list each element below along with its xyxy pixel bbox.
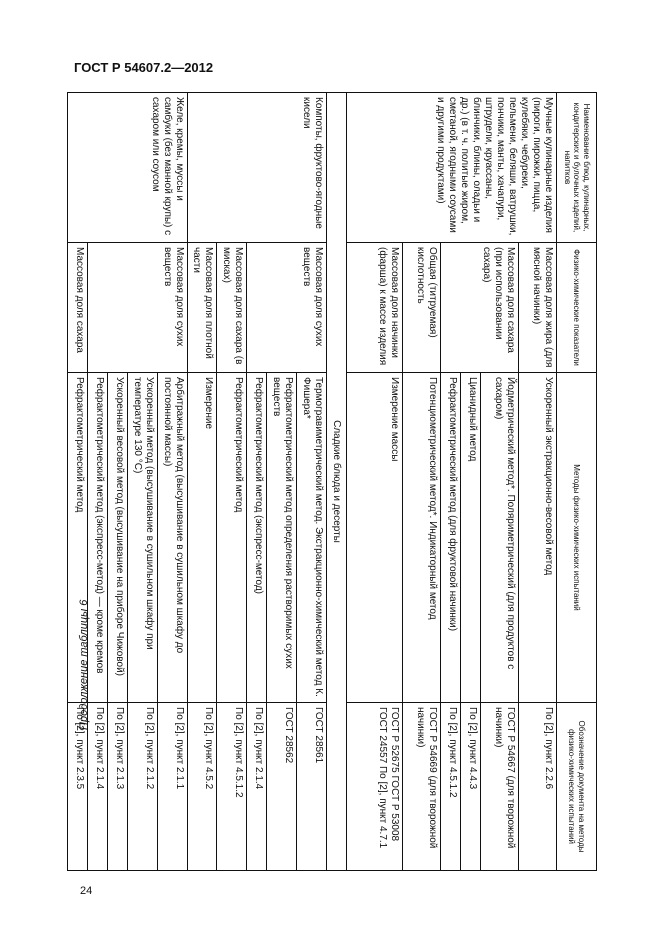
document-cell: ГОСТ 28561 <box>297 703 327 871</box>
product-cell: Мучные кулинарные изделия (пироги, пирожки, пицца, кулебяки, чебуреки, пельмени, беляши, ватрушки, пончики, манты, хачапури, штрудели, круассаны, блинчики, блины, оладьи и др.) (в т. ч. политые жиром, сметаной, ягодными соусами и другими продуктами) <box>347 93 557 243</box>
column-header-indicator: Физико-химические показатели <box>557 243 597 373</box>
document-cell: ГОСТ Р 54669 (для творожной начинки) <box>403 703 441 871</box>
document-cell: По [2], пункт 2.2.6 <box>519 703 557 871</box>
table-row <box>158 93 188 871</box>
indicator-cell: Массовая доля сухих веществ <box>247 243 327 373</box>
section-row <box>327 93 347 871</box>
method-cell: Рефрактометрический метод определения растворимых сухих веществ <box>267 373 297 703</box>
indicator-cell: Массовая доля сахара (в мисках) <box>217 243 247 373</box>
document-cell: По [2], пункт 2.1.4 <box>247 703 267 871</box>
document-cell: По [2], пункт 4.5.1.2 <box>441 703 461 871</box>
document-cell: По [2], пункт 2.1.1 <box>158 703 188 871</box>
method-cell: Рефрактометрический метод (экспресс-метод) <box>247 373 267 703</box>
method-cell: Термогравиметрический метод. Экстракционно-химический метод К. Фишера* <box>297 373 327 703</box>
product-cell: Компоты, фруктово-ягодные кисели <box>188 93 327 243</box>
document-cell: ГОСТ Р 52675 ГОСТ Р 53008 ГОСТ 24557 По [2], пункт 4.7.1 <box>347 703 403 871</box>
document-cell: ГОСТ Р 54667 (для творожной начинки) <box>481 703 519 871</box>
method-cell: Рефрактометрический метод (экспресс-метод) — кроме кремов <box>88 373 108 703</box>
indicator-cell: Массовая доля плотной части <box>188 243 217 373</box>
method-cell: Измерение <box>188 373 217 703</box>
table-header-row <box>557 93 597 871</box>
product-cell: Желе, кремы, муссы и самбуки (без манной крупы) с сахаром или соусом <box>68 93 188 243</box>
table-caption: Продолжение таблицы 6 <box>78 599 90 730</box>
column-header-product: Наименование блюд, кулинарных, кондитерских и булочных изделий, напитков <box>557 93 597 243</box>
indicator-cell: Массовая доля сахара <box>68 243 88 373</box>
method-cell: Потенциометрический метод*. Индикаторный метод <box>403 373 441 703</box>
method-cell: Измерение массы <box>347 373 403 703</box>
indicator-cell: Массовая доля сахара (при использовании сахара) <box>441 243 519 373</box>
indicator-cell: Массовая доля сухих веществ <box>88 243 188 373</box>
method-cell: Рефрактометрический метод <box>217 373 247 703</box>
document-cell: По [2], пункт 4.4.3 <box>461 703 481 871</box>
method-cell: Ускоренный весовой метод (высушивание на приборе Чижовой) <box>108 373 128 703</box>
document-header: ГОСТ Р 54607.2—2012 <box>74 60 214 75</box>
table-row <box>519 93 557 871</box>
document-cell: ГОСТ 28562 <box>267 703 297 871</box>
method-cell: Ускоренный экстракционно-весовой метод <box>519 373 557 703</box>
document-cell: По [2], пункт 2.1.4 <box>88 703 108 871</box>
document-cell: По [2], пункт 2.3.5 <box>68 703 88 871</box>
method-cell: Ускоренный метод (высушивание в сушильном шкафу при температуре 130 °С) <box>128 373 158 703</box>
document-cell: По [2], пункт 4.5.2 <box>188 703 217 871</box>
method-cell: Цианидный метод <box>461 373 481 703</box>
methods-table <box>67 92 597 871</box>
column-header-document: Обозначение документа на методы физико-химических испытаний <box>557 703 597 871</box>
document-cell: По [2], пункт 2.1.2 <box>128 703 158 871</box>
indicator-cell: Общая (титруемая) кислотность <box>403 243 441 373</box>
method-cell: Рефрактометрический метод (для фруктовой начинки) <box>441 373 461 703</box>
indicator-cell: Массовая доля начинки (фарша) к массе изделия <box>347 243 403 373</box>
document-cell: По [2], пункт 4.5.1.2 <box>217 703 247 871</box>
method-cell: Рефрактометрический метод <box>68 373 88 703</box>
document-cell: По [2], пункт 2.1.3 <box>108 703 128 871</box>
section-heading: Сладкие блюда и десерты <box>327 93 347 871</box>
method-cell: Йодметрический метод*. Поляриметрический (для продуктов с сахаром) <box>481 373 519 703</box>
method-cell: Арбитражный метод (высушивание в сушильном шкафу до постоянной массы) <box>158 373 188 703</box>
indicator-cell: Массовая доля жира (для мясной начинки) <box>519 243 557 373</box>
page-number: 24 <box>80 885 93 897</box>
table-row <box>297 93 327 871</box>
column-header-method: Методы физико-химических испытаний <box>557 373 597 703</box>
